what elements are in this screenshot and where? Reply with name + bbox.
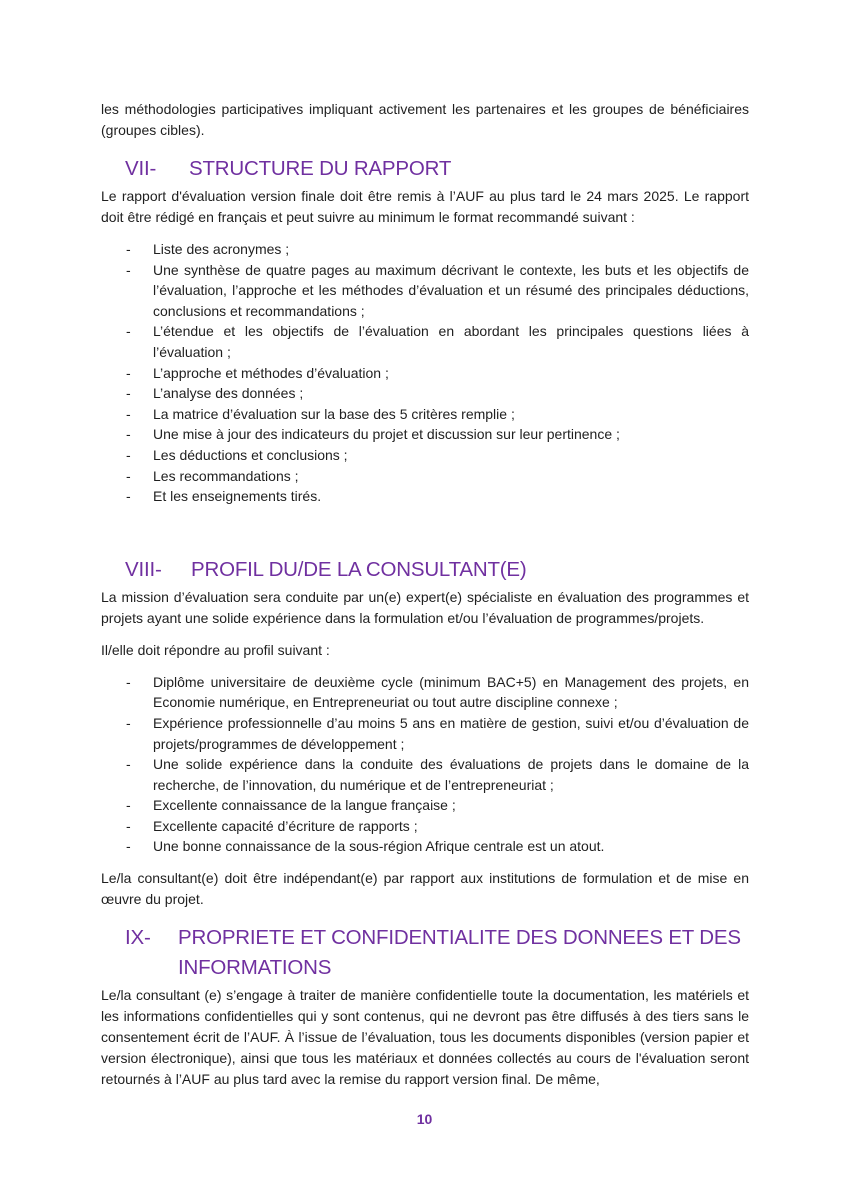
section-number: IX- <box>125 926 151 950</box>
list-item-text: L’étendue et les objectifs de l’évaluation en abordant les principales questions liées à l’évaluation ; <box>153 323 749 360</box>
page-content <box>101 99 749 1101</box>
section-title: STRUCTURE DU RAPPORT <box>189 157 452 180</box>
list-item-text: Une mise à jour des indicateurs du projet et discussion sur leur pertinence ; <box>153 426 620 443</box>
section-title: PROPRIETE ET CONFIDENTIALITE DES DONNEES ET DES INFORMATIONS <box>178 926 741 980</box>
list-dash: - <box>126 446 131 463</box>
list-item <box>101 260 749 322</box>
list-item <box>101 239 749 260</box>
list-dash: - <box>126 467 131 484</box>
list-item-text: Une bonne connaissance de la sous-région Afrique centrale est un atout. <box>153 838 605 855</box>
profil-paragraph-3: Le/la consultant(e) doit être indépendant(e) par rapport aux institutions de formulation et de mise en œuvre du projet. <box>101 870 749 908</box>
list-item <box>101 383 749 404</box>
list-item <box>101 486 749 507</box>
list-dash: - <box>126 261 131 278</box>
list-item <box>101 321 749 362</box>
list-dash: - <box>126 488 131 505</box>
list-dash: - <box>126 838 131 855</box>
section-number: VIII- <box>125 557 162 581</box>
list-dash: - <box>126 797 131 814</box>
section-title: PROFIL DU/DE LA CONSULTANT(E) <box>191 557 527 581</box>
list-dash: - <box>126 385 131 402</box>
section-heading-profil <box>101 555 749 585</box>
list-item-text: Excellente capacité d’écriture de rapports ; <box>153 817 418 834</box>
list-dash: - <box>126 364 131 381</box>
intro-paragraph: les méthodologies participatives impliquant activement les partenaires et les groupes de bénéficiaires (groupes cibles). <box>101 101 749 138</box>
page-number: 10 <box>416 1111 433 1127</box>
list-item <box>101 466 749 487</box>
list-item <box>101 754 749 795</box>
list-item <box>101 363 749 384</box>
list-dash: - <box>126 426 131 443</box>
list-item <box>101 445 749 466</box>
list-item <box>101 672 749 713</box>
list-item-text: Excellente connaissance de la langue française ; <box>153 797 456 814</box>
profil-paragraph-2: Il/elle doit répondre au profil suivant : <box>101 641 330 658</box>
list-item-text: Diplôme universitaire de deuxième cycle (minimum BAC+5) en Management des projets, en Economie numérique, en Entrepreneuriat ou tout autre discipline connexe ; <box>153 673 749 711</box>
list-item-text: L’analyse des données ; <box>153 385 304 402</box>
list-dash: - <box>126 714 131 731</box>
list-dash: - <box>126 405 131 422</box>
list-item <box>101 795 749 816</box>
list-dash: - <box>126 323 131 340</box>
list-dash: - <box>126 241 131 257</box>
confidentialite-paragraph: Le/la consultant (e) s’engage à traiter de manière confidentielle toute la documentation, les matériels et les informations confidentielles qui y sont contenus, qui ne devront pas être diffusés à des tiers sans le consentement écrit de l’AUF. À l’issue de l’évaluation, tous les documents disponibles (version papier et version électronique), ainsi que tous les matériaux et données collectés au cours de l'évaluation seront retournés à l’AUF au plus tard avec la remise du rapport version final. De même, <box>101 987 749 1088</box>
list-item-text: Les recommandations ; <box>153 467 299 484</box>
structure-paragraph: Le rapport d'évaluation version finale doit être remis à l’AUF au plus tard le 24 mars 2025. Le rapport doit être rédigé en français et peut suivre au minimum le format recommandé suivant : <box>101 188 749 225</box>
list-item-text: Une solide expérience dans la conduite des évaluations de projets dans le domaine de la recherche, de l’innovation, du numérique et de l’entrepreneuriat ; <box>153 756 749 793</box>
list-item-text: Expérience professionnelle d’au moins 5 ans en matière de gestion, suivi et/ou d’évaluation de projets/programmes de développement ; <box>153 714 749 752</box>
list-item <box>101 424 749 445</box>
list-item <box>101 816 749 837</box>
report-format-list <box>101 239 749 507</box>
list-dash: - <box>126 817 131 834</box>
section-spacer <box>101 518 749 542</box>
list-item-text: Et les enseignements tirés. <box>153 488 322 505</box>
list-item-text: Les déductions et conclusions ; <box>153 446 348 463</box>
list-item <box>101 713 749 754</box>
list-item-text: Une synthèse de quatre pages au maximum décrivant le contexte, les buts et les objectifs de l’évaluation, l’approche et les méthodes d’évaluation et un résumé des principales déductions, conclusions et recommandations ; <box>153 261 749 319</box>
section-heading-confidentialite <box>101 923 749 983</box>
list-dash: - <box>126 756 131 773</box>
list-item <box>101 836 749 857</box>
profil-list <box>101 672 749 857</box>
list-item <box>101 404 749 425</box>
list-item-text: Liste des acronymes ; <box>153 241 290 257</box>
section-number: VII- <box>125 157 157 180</box>
section-heading-structure <box>101 154 749 184</box>
list-item-text: L’approche et méthodes d’évaluation ; <box>153 364 389 381</box>
profil-paragraph-1: La mission d’évaluation sera conduite par un(e) expert(e) spécialiste en évaluation des programmes et projets ayant une solide expérience dans la formulation et/ou l’évaluation de programmes/projets. <box>101 588 749 626</box>
list-item-text: La matrice d’évaluation sur la base des 5 critères remplie ; <box>153 405 515 422</box>
list-dash: - <box>126 673 131 690</box>
